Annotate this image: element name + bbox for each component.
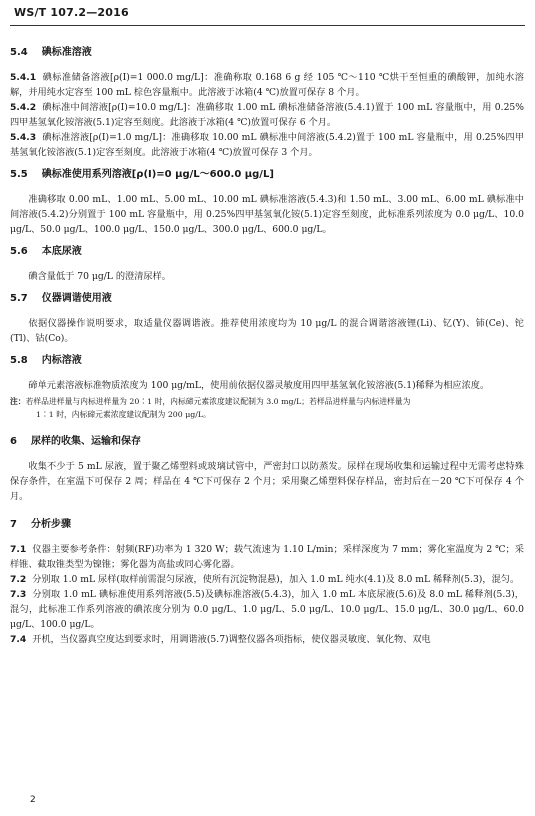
clause-7-2 xyxy=(10,572,524,587)
paragraph-5-6: 碘含量低于 70 μg/L 的澄清尿样。 xyxy=(28,271,171,282)
clause-5-4-2 xyxy=(10,100,524,130)
section-6-heading xyxy=(10,435,524,449)
document-body xyxy=(10,46,524,647)
clause-number: 7.4 xyxy=(10,634,27,645)
clause-number: 7.3 xyxy=(10,589,27,600)
section-number: 7 xyxy=(10,519,17,530)
clause-number: 5.4.2 xyxy=(10,102,37,113)
clause-5-4-3 xyxy=(10,130,524,160)
section-number: 6 xyxy=(10,436,17,447)
note-5-8-continued: 1∶1 时，内标碲元素浓度建议配制为 200 μg/L。 xyxy=(36,410,211,419)
clause-text: 碘标准中间溶液[ρ(I)=10.0 mg/L]：准确移取 1.00 mL 碘标准储备溶液(5.4.1)置于 100 mL 容量瓶中，用 0.25%四甲基氢氧化铵溶液(5.1)定容至刻度。此溶液于冰箱(4 ℃)放置可保存 6 个月。 xyxy=(10,102,524,128)
clause-text: 仪器主要参考条件：射频(RF)功率为 1 320 W；载气流速为 1.10 L/min；采样深度为 7 mm；雾化室温度为 2 ℃；采样锥、截取锥类型为镍锥；雾化器为高盐或同心雾化器。 xyxy=(10,544,524,570)
standard-code: WS/T 107.2—2016 xyxy=(14,6,129,19)
paragraph-5-8: 碲单元素溶液标准物质浓度为 100 μg/mL，使用前依据仪器灵敏度用四甲基氢氧化铵溶液(5.1)稀释为相应浓度。 xyxy=(28,380,490,391)
section-number: 5.6 xyxy=(10,246,28,257)
header-rule xyxy=(10,25,525,26)
note-text: 若样品进样量与内标进样量为 20∶1 时，内标碲元素浓度建议配制为 3.0 mg/L；若样品进样量与内标进样量为 xyxy=(25,397,411,406)
page-number: 2 xyxy=(30,795,36,805)
section-number: 5.4 xyxy=(10,47,28,58)
clause-text: 分别取 1.0 mL 碘标准使用系列溶液(5.5)及碘标准溶液(5.4.3)，加入 1.0 mL 本底尿液(5.6)及 8.0 mL 稀释剂(5.3)，混匀，此标准工作系列溶液的碘浓度分别为 0.0 μg/L、1.0 μg/L、5.0 μg/L、10.0 μg/L、15.0 μg/L、30.0 μg/L、60.0 μg/L、100.0 μg/L。 xyxy=(10,589,524,630)
paragraph-5-7: 依据仪器操作说明要求，取适量仪器调谐液。推荐使用浓度均为 10 μg/L 的混合调谐溶液锂(Li)、钇(Y)、铈(Ce)、铊(Tl)、钴(Co)。 xyxy=(10,318,524,344)
section-title: 仪器调谐使用液 xyxy=(41,293,112,304)
clause-text: 分别取 1.0 mL 尿样(取样前需混匀尿液，使所有沉淀物混悬)，加入 1.0 mL 纯水(4.1)及 8.0 mL 稀释剂(5.3)，混匀。 xyxy=(32,574,520,585)
clause-7-4 xyxy=(10,632,524,647)
section-5-7-heading xyxy=(10,292,524,306)
clause-number: 5.4.1 xyxy=(10,72,37,83)
section-title: 分析步骤 xyxy=(30,519,71,530)
clause-number: 7.1 xyxy=(10,544,27,555)
clause-number: 5.4.3 xyxy=(10,132,37,143)
section-number: 5.8 xyxy=(10,355,28,366)
clause-number: 7.2 xyxy=(10,574,27,585)
section-5-6-heading xyxy=(10,245,524,259)
section-number: 5.7 xyxy=(10,293,28,304)
clause-5-4-1 xyxy=(10,70,524,100)
note-label: 注： xyxy=(10,397,26,406)
section-title: 本底尿液 xyxy=(41,246,82,257)
section-title: 尿样的收集、运输和保存 xyxy=(30,436,141,447)
section-number: 5.5 xyxy=(10,169,28,180)
section-7-heading xyxy=(10,518,524,532)
section-title: 碘标准使用系列溶液[ρ(I)=0 μg/L～600.0 μg/L] xyxy=(41,169,274,180)
clause-text: 碘标准储备溶液[ρ(I)=1 000.0 mg/L]：准确称取 0.168 6 g 经 105 ℃～110 ℃烘干至恒重的碘酸钾，加纯水溶解，并用纯水定容至 100 mL 棕色容量瓶中。此溶液于冰箱(4 ℃)放置可保存 8 个月。 xyxy=(10,72,524,98)
paragraph-5-5: 准确移取 0.00 mL、1.00 mL、5.00 mL、10.00 mL 碘标准溶液(5.4.3)和 1.50 mL、3.00 mL、6.00 mL 碘标准中间溶液(5.4.2)分别置于 100 mL 容量瓶中，用 0.25%四甲基氢氧化铵(5.1)定容至刻度，此标准系列浓度为 0.0 μg/L、10.0 μg/L、50.0 μg/L、100.0 μg/L、150.0 μg/L、300.0 μg/L、600.0 μg/L。 xyxy=(10,194,524,235)
section-5-5-heading xyxy=(10,168,524,182)
section-5-4-heading xyxy=(10,46,524,60)
section-5-8-heading xyxy=(10,354,524,368)
clause-text: 开机，当仪器真空度达到要求时，用调谐液(5.7)调整仪器各项指标，使仪器灵敏度、氧化物、双电 xyxy=(32,634,431,645)
section-title: 碘标准溶液 xyxy=(41,47,92,58)
section-title: 内标溶液 xyxy=(41,355,82,366)
clause-text: 碘标准溶液[ρ(I)=1.0 mg/L]：准确移取 10.00 mL 碘标准中间溶液(5.4.2)置于 100 mL 容量瓶中，用 0.25%四甲基氢氧化铵溶液(5.1)定容至刻度。此溶液于冰箱(4 ℃)放置可保存 3 个月。 xyxy=(10,132,524,158)
paragraph-6: 收集不少于 5 mL 尿液，置于聚乙烯塑料或玻璃试管中，严密封口以防蒸发。尿样在现场收集和运输过程中无需考虑特殊保存条件，在室温下可保存 2 周；样品在 4 ℃下可保存 2 个月；采用聚乙烯塑料保存样品，密封后在－20 ℃下可保存 4 个月。 xyxy=(10,461,524,502)
note-5-8 xyxy=(10,395,524,408)
clause-7-3 xyxy=(10,587,524,632)
clause-7-1 xyxy=(10,542,524,572)
